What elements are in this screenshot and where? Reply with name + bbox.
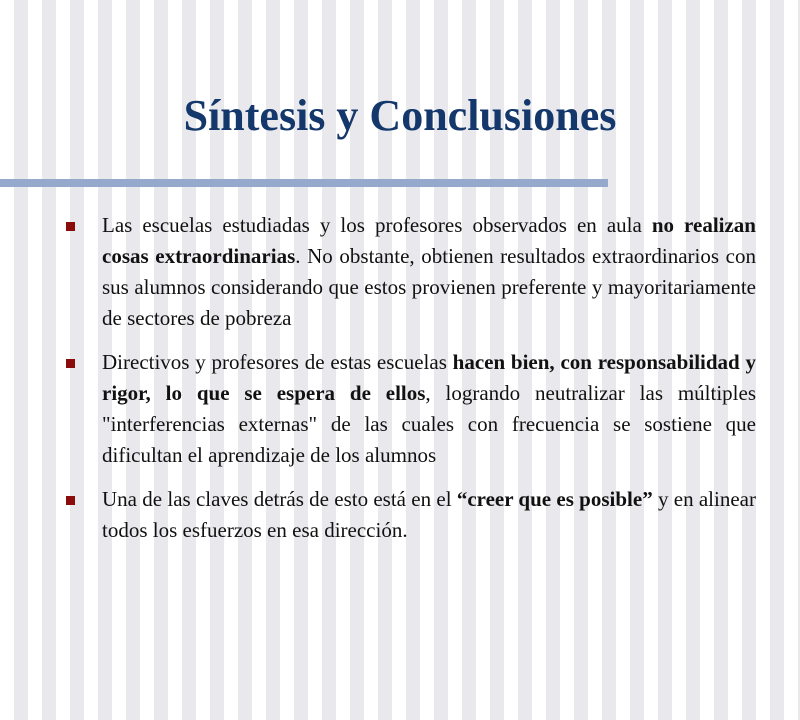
square-bullet-icon [66, 222, 75, 231]
slide-title: Síntesis y Conclusiones [183, 91, 617, 140]
bullet-segment: y en alinear todos los esfuerzos en esa dirección. [102, 487, 756, 542]
bullet-item [62, 210, 756, 334]
bullet-item [62, 347, 756, 471]
bullet-item [62, 484, 756, 546]
bullet-segment-bold: no realizan cosas extraordinarias [102, 213, 756, 268]
bullet-segment-bold: hacen bien, con responsabilidad y rigor, lo que se espera de ellos [102, 350, 756, 405]
square-bullet-icon [66, 496, 75, 505]
bullet-segment: . No obstante, obtienen resultados extraordinarios con sus alumnos considerando que estos provienen preferente y mayoritariamente de sectores de pobreza [102, 244, 756, 330]
square-bullet-icon [66, 359, 75, 368]
bullet-text [102, 347, 756, 471]
bullet-segment: Directivos y profesores de estas escuelas [102, 350, 453, 374]
bullet-segment-bold: “creer que es posible” [456, 487, 653, 511]
title-divider [0, 179, 608, 187]
bullet-segment: Las escuelas estudiadas y los profesores observados en aula [102, 213, 652, 237]
bullet-list [62, 210, 756, 559]
bullet-text [102, 210, 756, 334]
bullet-segment: Una de las claves detrás de esto está en el [102, 487, 457, 511]
bullet-segment: , logrando neutralizar las múltiples "interferencias externas" de las cuales con frecuencia se sostiene que dificultan el aprendizaje de los alumnos [102, 381, 757, 467]
bullet-text [102, 484, 756, 546]
